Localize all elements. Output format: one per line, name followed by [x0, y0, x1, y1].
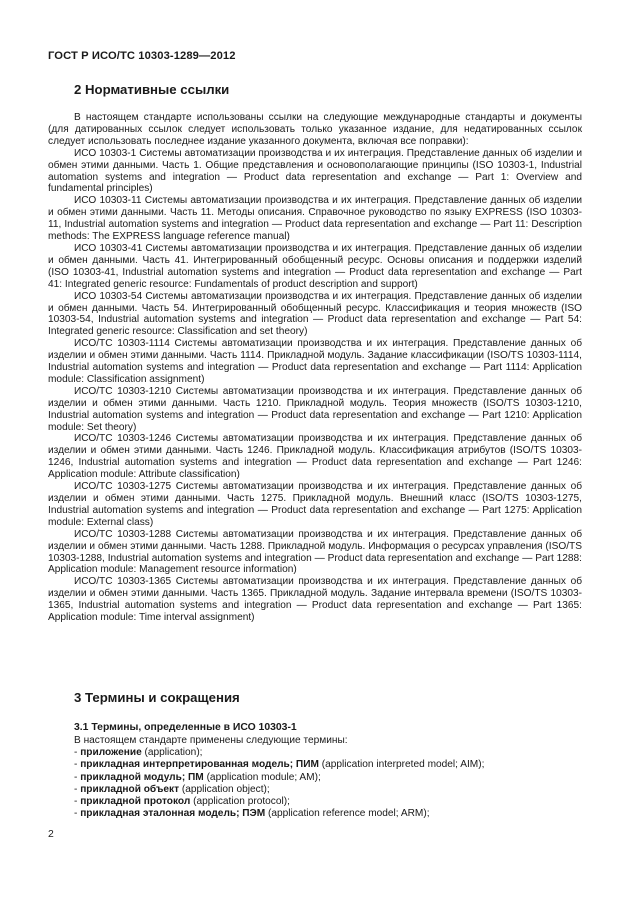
reference-iso-ts-10303-1210: ИСО/ТС 10303-1210 Системы автоматизации производства и их интеграция. Представление данных об изделии и обмен этими данными. Часть 1210. Прикладной модуль. Теория множеств (ISO/TS 10303-1210, Industrial automation systems and integration — Product data representation and exchange — Part 1210: Application module: Set theory)	[48, 385, 582, 433]
term-item: - прикладная интерпретированная модель; ПИМ (application interpreted model; AIM);	[74, 759, 485, 771]
section-3-title: 3 Термины и сокращения	[74, 690, 240, 705]
normative-references	[48, 112, 582, 624]
term-item: - приложение (application);	[74, 747, 203, 759]
terms-intro: В настоящем стандарте применены следующие термины:	[74, 735, 348, 746]
term-item: - прикладная эталонная модель; ПЭМ (application reference model; ARM);	[74, 808, 430, 820]
term-name: прикладной объект	[80, 783, 180, 795]
reference-iso-ts-10303-1275: ИСО/ТС 10303-1275 Системы автоматизации производства и их интеграция. Представление данных об изделии и обмен этими данными. Часть 1275. Прикладной модуль. Внешний класс (ISO/TS 10303-1275, Industrial automation systems and integration — Product data representation and exchange — Part 1275: Application module: External class)	[48, 481, 582, 528]
term-name: прикладная эталонная модель; ПЭМ	[80, 808, 266, 820]
reference-iso-ts-10303-1288: ИСО/ТС 10303-1288 Системы автоматизации производства и их интеграция. Представление данных об изделии и обмен этими данными. Часть 1288. Прикладной модуль. Информация о ресурсах управления (ISO/TS 10303-1288, Industrial automation systems and integration — Product data representation and exchange — Part 1288: Application module: Management resource information)	[48, 528, 582, 576]
reference-iso-ts-10303-1246: ИСО/ТС 10303-1246 Системы автоматизации производства и их интеграция. Представление данных об изделии и обмен этими данными. Часть 1246. Прикладной модуль. Классификация атрибутов (ISO/TS 10303-1246, Industrial automation systems and integration — Product data representation and exchange — Part 1246: Application module: Attribute classification)	[48, 433, 582, 481]
reference-iso-ts-10303-1365: ИСО/ТС 10303-1365 Системы автоматизации производства и их интеграция. Представление данных об изделии и обмен этими данными. Часть 1365. Прикладной модуль. Задание интервала времени (ISO/TS 10303-1365, Industrial automation systems and integration — Product data representation and exchange — Part 1365: Application module: Time interval assignment)	[48, 576, 582, 624]
references-intro: В настоящем стандарте использованы ссылки на следующие международные стандарты и документы (для датированных ссылок следует использовать только указанное издание, для недатированных ссылок следует использовать последнее издание указанного документа, включая все поправки):	[48, 112, 582, 147]
document-header: ГОСТ Р ИСО/ТС 10303-1289—2012	[48, 50, 236, 62]
term-name: прикладной модуль; ПМ	[80, 771, 204, 783]
section-2-title: 2 Нормативные ссылки	[74, 82, 230, 97]
reference-iso-ts-10303-1114: ИСО/ТС 10303-1114 Системы автоматизации производства и их интеграция. Представление данных об изделии и обмен этими данными. Часть 1114. Прикладной модуль. Задание классификации (ISO/TS 10303-1114, Industrial automation systems and integration — Product data representation and exchange — Part 1114: Application module: Classification assignment)	[48, 338, 582, 385]
reference-iso-10303-41: ИСО 10303-41 Системы автоматизации производства и их интеграция. Представление данных об изделии и обмен данными. Часть 41. Интегрированный обобщенный ресурс. Основы описания и поддержки изделий (ISO 10303-41, Industrial automation systems and integration — Product data representation and exchange — Part 41: Integrated generic resource: Fundamentals of product description and support)	[48, 242, 582, 290]
term-name: прикладной протокол	[80, 796, 191, 808]
term-item: - прикладной объект (application object);	[74, 783, 270, 795]
subsection-3-1-title: 3.1 Термины, определенные в ИСО 10303-1	[74, 722, 297, 733]
term-item: - прикладной модуль; ПМ (application module; AM);	[74, 771, 321, 783]
reference-iso-10303-1: ИСО 10303-1 Системы автоматизации производства и их интеграция. Представление данных об изделии и обмен этими данными. Часть 1. Общие представления и основополагающие принципы (ISO 10303-1, Industrial automation systems and integration — Product data representation and exchange — Part 1: Overview and fundamental principles)	[48, 147, 582, 195]
reference-iso-10303-54: ИСО 10303-54 Системы автоматизации производства и их интеграция. Представление данных об изделии и обмен данными. Часть 54. Интегрированный обобщенный ресурс. Классификация и теория множеств (ISO 10303-54, Industrial automation systems and integration — Product data representation and exchange — Part 54: Integrated generic resource: Classification and set theory)	[48, 290, 582, 338]
reference-iso-10303-11: ИСО 10303-11 Системы автоматизации производства и их интеграция. Представление данных об изделии и обмен этими данными. Часть 11. Методы описания. Справочное руководство по языку EXPRESS (ISO 10303-11, Industrial automation systems and integration — Product data representation and exchange — Part 11: Description methods: The EXPRESS language reference manual)	[48, 195, 582, 243]
term-name: приложение	[80, 747, 142, 759]
term-name: прикладная интерпретированная модель; ПИМ	[80, 759, 319, 771]
term-item: - прикладной протокол (application protocol);	[74, 796, 290, 808]
terms-list	[74, 735, 582, 820]
page-number: 2	[48, 829, 54, 840]
